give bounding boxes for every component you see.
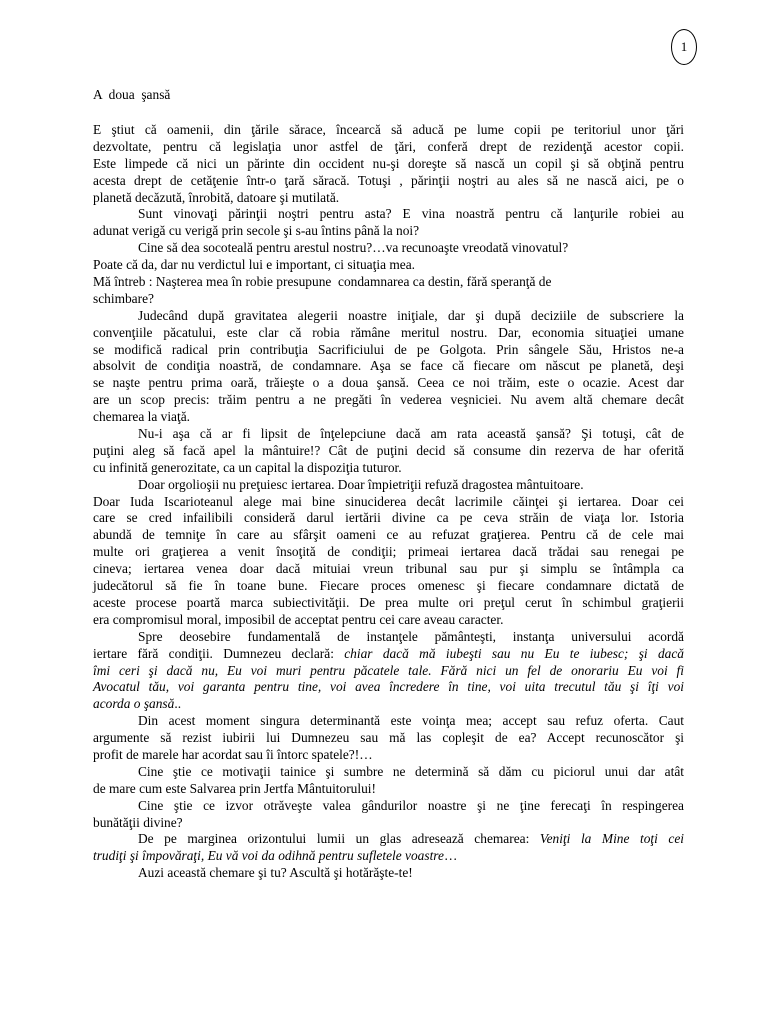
text-line: Sunt vinovaţi părinţii noştri pentru asta? E vina noastră pentru că lanţurile robiei au <box>138 206 684 222</box>
text-segment: … <box>443 848 458 864</box>
text-line: se naşte pentru prima oară, trăieşte o a doua şansă. Ceea ce noi trăim, este o ocazie. Acest dar <box>93 375 684 391</box>
text-line: Este limpede că nici un părinte din occident nu-şi doreşte să nască un copil şi să obţină pentru <box>93 155 684 171</box>
text-line: de mare cum este Salvarea prin Jertfa Mântuitorului! <box>93 780 376 796</box>
text-line: Mă întreb : Naşterea mea în robie presupune condamnarea ca destin, fără speranţă de <box>93 274 552 290</box>
text-line: se modifică radical prin contribuţia Sacrificiului de pe Golgota. Prin sângele Său, Hristos ne-a <box>93 341 684 357</box>
text-line: argumente să rezist iubirii lui Dumnezeu sau mă las copleşit de ea? Accept recunoscător şi <box>93 730 684 746</box>
text-line <box>93 831 684 848</box>
text-line: Cine să dea socoteală pentru arestul nostru?…va recunoaşte vreodată vinovatul? <box>138 240 569 256</box>
text-line: Din acest moment singura determinantă este voinţa mea; accept sau refuz oferta. Caut <box>138 713 684 729</box>
italic-text-segment: Avocatul tău, voi garanta pentru tine, voi avea încredere în tine, voi uita trecutul tău şi îţi voi <box>93 679 684 695</box>
document-body <box>93 122 684 882</box>
text-segment: De pe marginea orizontului lumii un glas adresează chemarea: <box>138 831 540 847</box>
italic-text-segment: acorda o şansă <box>93 696 175 712</box>
text-line: profit de marele har acordat sau îi întorc spatele?!… <box>93 746 373 762</box>
text-line: convenţiile păcatului, este clar că robia rămâne meritul nostru. Dar, economia situaţiei umane <box>93 324 684 340</box>
text-line: Auzi această chemare şi tu? Ascultă şi hotărăşte-te! <box>138 865 413 881</box>
text-line: Nu-i aşa că ar fi lipsit de înţelepciune dacă am rata această şansă? Şi totuşi, cât de <box>138 426 684 442</box>
text-line: Poate că da, dar nu verdictul lui e important, ci situaţia mea. <box>93 257 416 273</box>
text-line <box>93 696 684 713</box>
text-line: judecătorul să fie în toane bune. Fiecare proces omenesc şi fiecare condamnare dictată de <box>93 578 684 594</box>
text-segment: iertare fără condiţii. Dumnezeu declară: <box>93 645 345 661</box>
italic-text-segment: îmi ceri şi dacă nu, Eu voi muri pentru păcatele tale. Fără nici un fel de onorariu Eu voi fi <box>93 662 684 678</box>
text-line: adunat verigă cu verigă prin secole şi s-au întins până la noi? <box>93 223 420 239</box>
text-line: Doar orgolioşii nu preţuiesc iertarea. Doar împietriţii refuză dragostea mântuitoare. <box>138 476 584 492</box>
text-line: cu infinită generozitate, ca un capital la dispoziţia tuturor. <box>93 459 402 475</box>
text-line: Doar Iuda Iscarioteanul alege mai bine sinuciderea decât lacrimile căinţei şi iertarea. Doar cei <box>93 493 684 509</box>
page-number: 1 <box>671 29 697 65</box>
text-line <box>93 663 684 680</box>
text-line: acesta drept de cetăţenie într-o ţară săracă. Totuşi , părinţii noştri au ales să ne nască aici, pe o <box>93 172 684 188</box>
text-line: Spre deosebire fundamentală de instanţele pământeşti, instanţa universului acordă <box>138 628 684 644</box>
text-line: cineva; iertarea venea doar dacă mituiai vreun tribunal sau pur şi simplu se întâmpla ca <box>93 561 684 577</box>
text-line <box>93 646 684 663</box>
italic-text-segment: trudiţi şi împovăraţi, Eu vă voi da odihnă pentru sufletele voastre <box>93 848 444 864</box>
text-line: are un scop precis: trăim pentru a ne pregăti în vederea veşniciei. Nu avem altă chemare decât <box>93 392 684 408</box>
text-line: bunătăţii divine? <box>93 814 183 830</box>
text-line: schimbare? <box>93 290 154 306</box>
text-line: absolvit de condiţia noastră, de condamnare. Aşa se face că fiecare om născut pe planetă, deşi <box>93 358 684 374</box>
text-line: chemarea la viaţă. <box>93 409 191 425</box>
text-line: aceste procese poartă marca subiectivităţii. De prea multe ori preţul cerut în schimbul graţierii <box>93 594 684 610</box>
text-line: abundă de temniţe în care au sfârşit oameni ce au refuzat graţierea. Pentru că de cele mai <box>93 527 684 543</box>
document-title: A doua şansă <box>93 87 171 102</box>
text-line: E ştiut că oamenii, din ţările sărace, încearcă să aducă pe lume copii pe teritoriul unor ţări <box>93 122 684 137</box>
text-line: multe ori graţierea a venit însoţită de condiţii; primeai iertarea dacă trădai sau renegai pe <box>93 544 684 560</box>
text-line: Judecând după gravitatea alegerii noastre iniţiale, dar şi după deciziile de subscriere la <box>138 307 684 323</box>
text-line: dezvoltate, pentru că legislaţia unor astfel de ţări, conferă drept de rezidenţă acestor copii. <box>93 138 684 154</box>
text-line: Cine ştie ce izvor otrăveşte valea gândurilor noastre şi ne ţine ferecaţi în respingerea <box>138 797 684 813</box>
text-segment: .. <box>174 696 182 712</box>
text-line <box>93 679 684 696</box>
italic-text-segment: Veniţi la Mine toţi cei <box>539 831 685 847</box>
italic-text-segment: chiar dacă mă iubeşti sau nu Eu te iubesc; şi dacă <box>344 645 684 661</box>
text-line <box>93 848 684 865</box>
text-line: Cine ştie ce motivaţii tainice şi sumbre ne determină să dăm cu piciorul unui dar atât <box>138 763 684 779</box>
text-line: era compromisul moral, imposibil de acceptat pentru cei care aveau caracter. <box>93 611 504 627</box>
text-line: planetă decăzută, înrobită, datoare şi mutilată. <box>93 189 340 205</box>
text-line: care se cred infailibili consideră darul iertării divine ca pe ceva străin de viaţa lor. Istoria <box>93 510 684 526</box>
text-line: puţini aleg să facă apel la mântuire!? Cât de puţini decid să consume din rezerva de har oferită <box>93 442 684 458</box>
